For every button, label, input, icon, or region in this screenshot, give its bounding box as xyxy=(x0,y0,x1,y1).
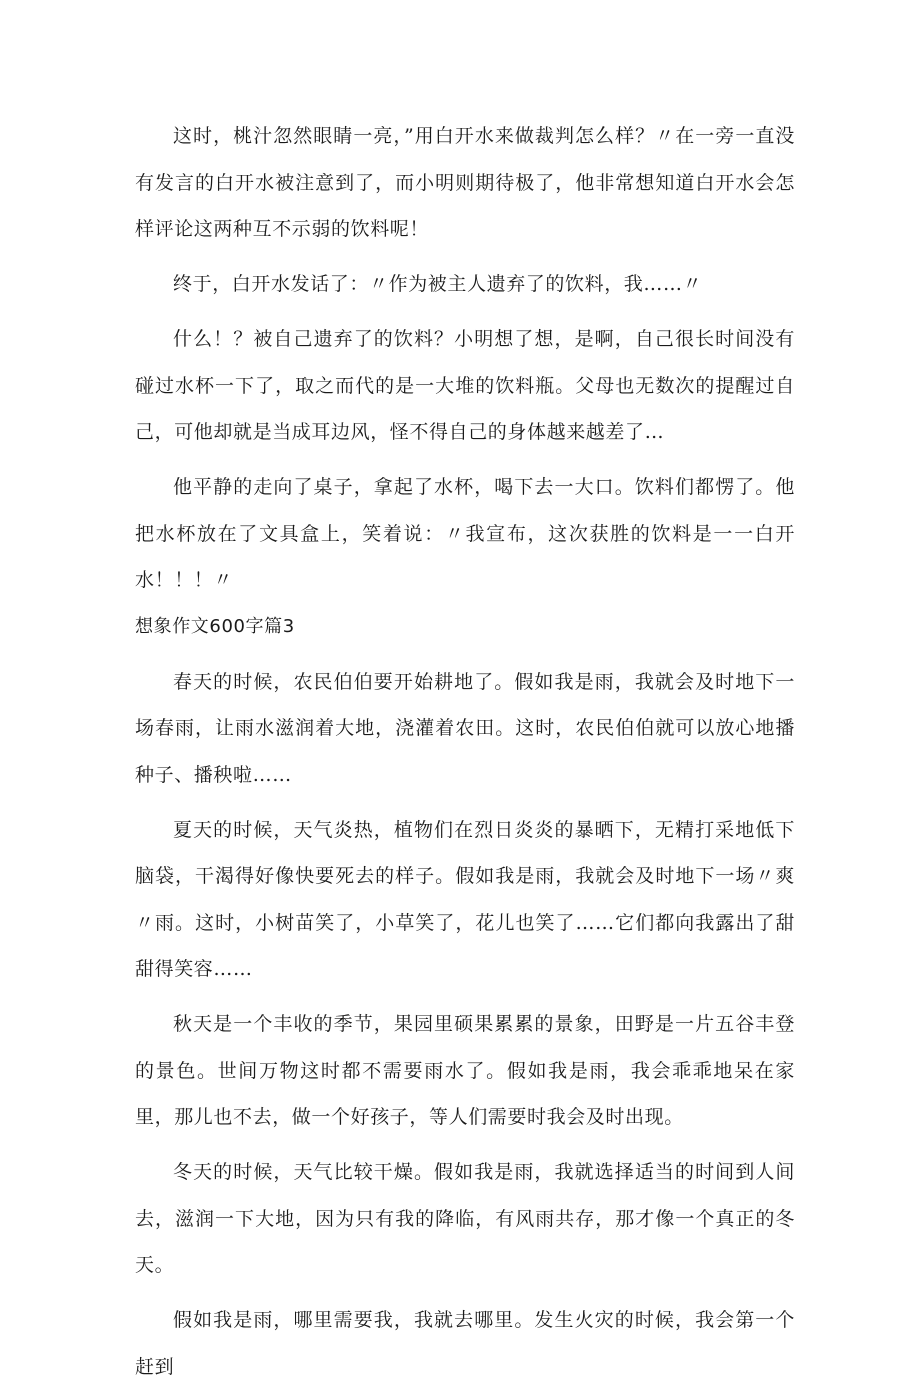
paragraph: 夏天的时候，天气炎热，植物们在烈日炎炎的暴晒下，无精打采地低下脑袋，干渴得好像快要死去的样子。假如我是雨，我就会及时地下一场〃爽〃雨。这时，小树苗笑了，小草笑了，花儿也笑了……它们都向我露出了甜甜得笑容…… xyxy=(135,818,795,980)
paragraph: 秋天是一个丰收的季节，果园里硕果累累的景象，田野是一片五谷丰登的景色。世间万物这时都不需要雨水了。假如我是雨，我会乖乖地呆在家里，那儿也不去，做一个好孩子，等人们需要时我会及时出现。 xyxy=(135,1013,795,1128)
paragraph: 冬天的时候，天气比较干燥。假如我是雨，我就选择适当的时间到人间去，滋润一下大地，因为只有我的降临，有风雨共存，那才像一个真正的冬天。 xyxy=(135,1161,795,1276)
document-body xyxy=(135,113,795,1399)
paragraph: 春天的时候，农民伯伯要开始耕地了。假如我是雨，我就会及时地下一场春雨，让雨水滋润着大地，浇灌着农田。这时，农民伯伯就可以放心地播种子、播秧啦…… xyxy=(135,670,795,786)
paragraph: 这时，桃汁忽然眼睛一亮，”用白开水来做裁判怎么样？〃在一旁一直没有发言的白开水被注意到了，而小明则期待极了，他非常想知道白开水会怎样评论这两种互不示弱的饮料呢！ xyxy=(135,125,795,240)
paragraph: 什么！？被自己遗弃了的饮料？小明想了想，是啊，自己很长时间没有碰过水杯一下了，取之而代的是一大堆的饮料瓶。父母也无数次的提醒过自己，可他却就是当成耳边风，怪不得自己的身体越来越差了… xyxy=(135,328,795,443)
section-heading: 想象作文600字篇3 xyxy=(135,615,295,637)
paragraph: 假如我是雨，哪里需要我，我就去哪里。发生火灾的时候，我会第一个赶到 xyxy=(135,1309,795,1378)
paragraph: 终于，白开水发话了：〃作为被主人遗弃了的饮料，我……〃 xyxy=(173,273,703,295)
paragraph: 他平静的走向了桌子，拿起了水杯，喝下去一大口。饮料们都愣了。他把水杯放在了文具盒上，笑着说：〃我宣布，这次获胜的饮料是一一白开水！！！〃 xyxy=(135,476,795,591)
